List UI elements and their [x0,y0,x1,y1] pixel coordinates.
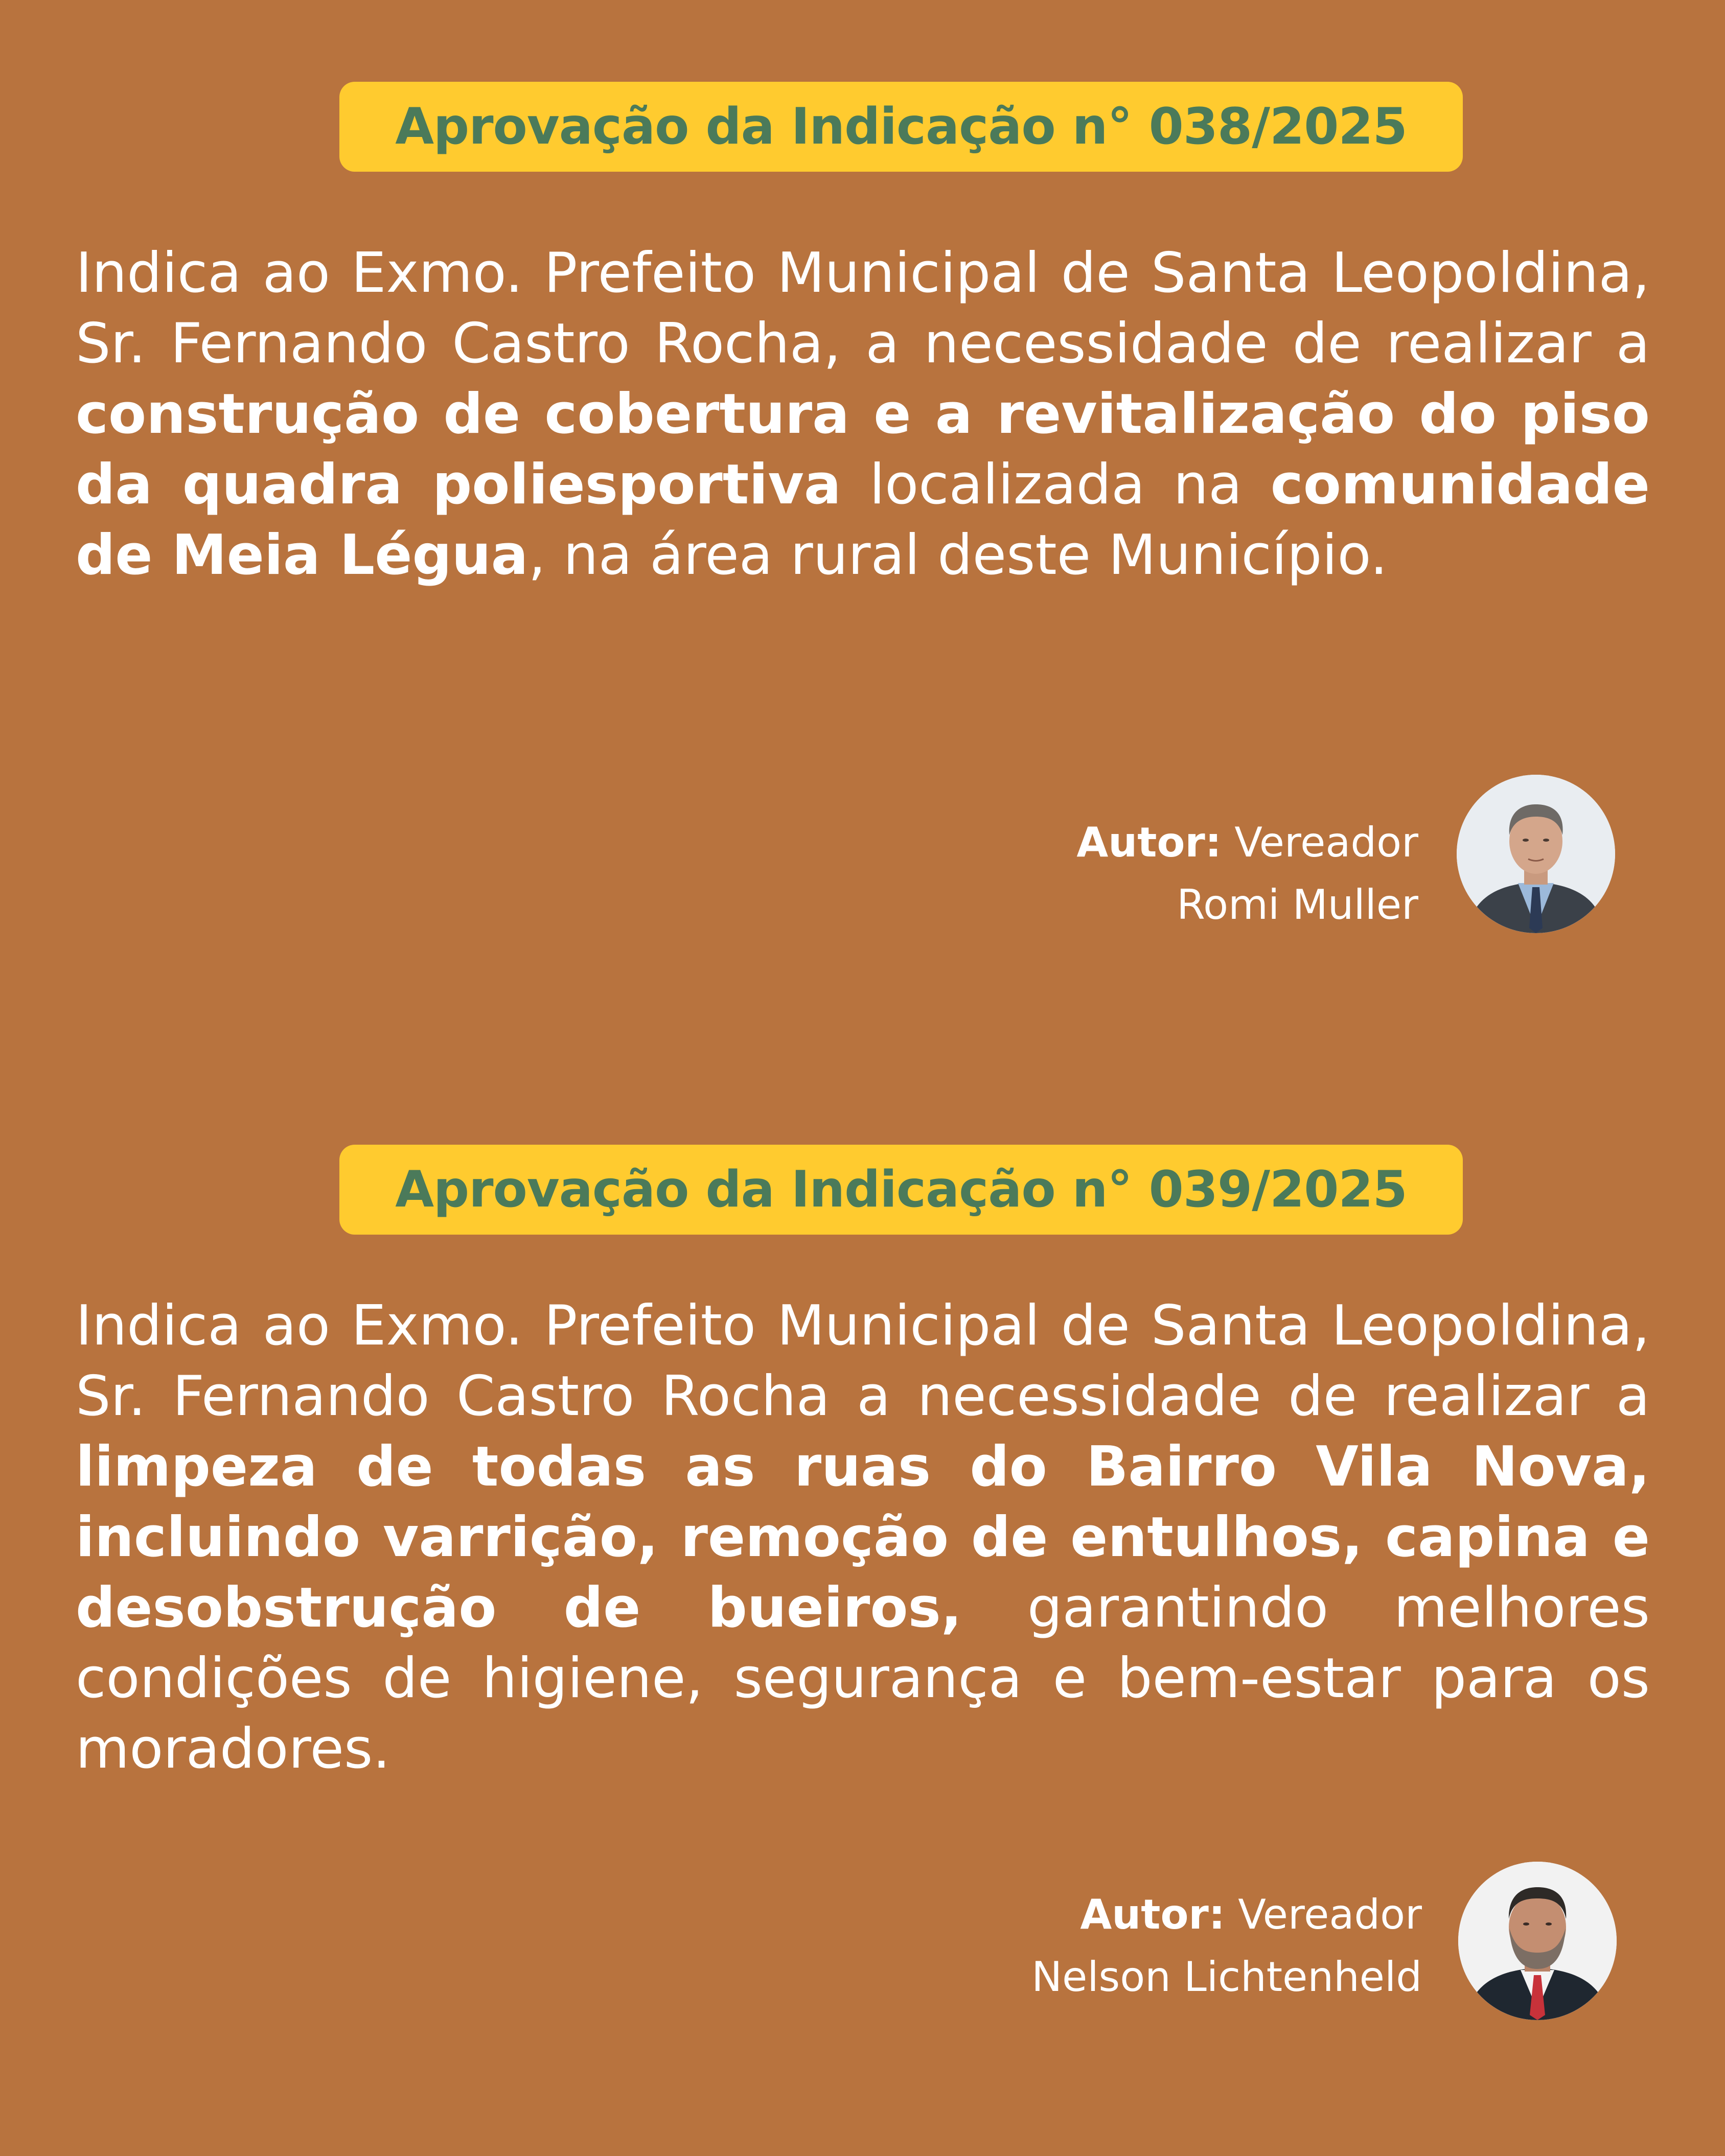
author-role: Vereador [1221,819,1418,866]
body-bold-part: comunidade de Meia Légua [76,453,1650,587]
body-text-part: Indica ao Exmo. Prefeito Municipal de Santa Leopoldina, Sr. Fernando Castro Rocha, a necessidade de realizar a [76,241,1650,376]
author-label: Autor: [1076,819,1222,866]
title-text: Aprovação da Indicação n° 038/2025 [395,98,1407,156]
indicacao-038-title [339,82,1463,172]
body-bold-part: limpeza de todas as ruas do Bairro Vila Nova, incluindo varrição, remoção de entulhos, capina e desobstrução de bueiros, [76,1435,1650,1640]
indicacao-039-title [339,1145,1463,1235]
body-text-part: , na área rural deste Município. [528,523,1388,587]
title-text: Aprovação da Indicação n° 039/2025 [395,1161,1407,1219]
author-label: Autor: [1080,1891,1225,1938]
author-block-romi [1076,812,1418,936]
author-name: Romi Muller [1177,881,1418,929]
portrait-illustration [1458,1862,1617,2020]
body-text-part: Indica ao Exmo. Prefeito Municipal de Santa Leopoldina, Sr. Fernando Castro Rocha a necessidade de realizar a [76,1294,1650,1428]
author-line [1076,812,1418,874]
author-line [1031,1884,1422,1946]
author-name: Nelson Lichtenheld [1031,1953,1422,2001]
body-text-part: localizada na [841,453,1271,517]
indicacao-039-body [76,1291,1650,1784]
author-photo-romi [1457,775,1615,933]
body-text-part: garantindo melhores condições de higiene, segurança e bem-estar para os moradores. [76,1576,1650,1781]
author-photo-nelson [1458,1862,1617,2020]
portrait-illustration [1457,775,1615,933]
indicacao-038-body [76,238,1650,591]
body-bold-part: construção de cobertura e a revitalização do piso da quadra poliesportiva [76,382,1650,517]
author-role: Vereador [1225,1891,1422,1938]
author-block-nelson [1031,1884,1422,2008]
